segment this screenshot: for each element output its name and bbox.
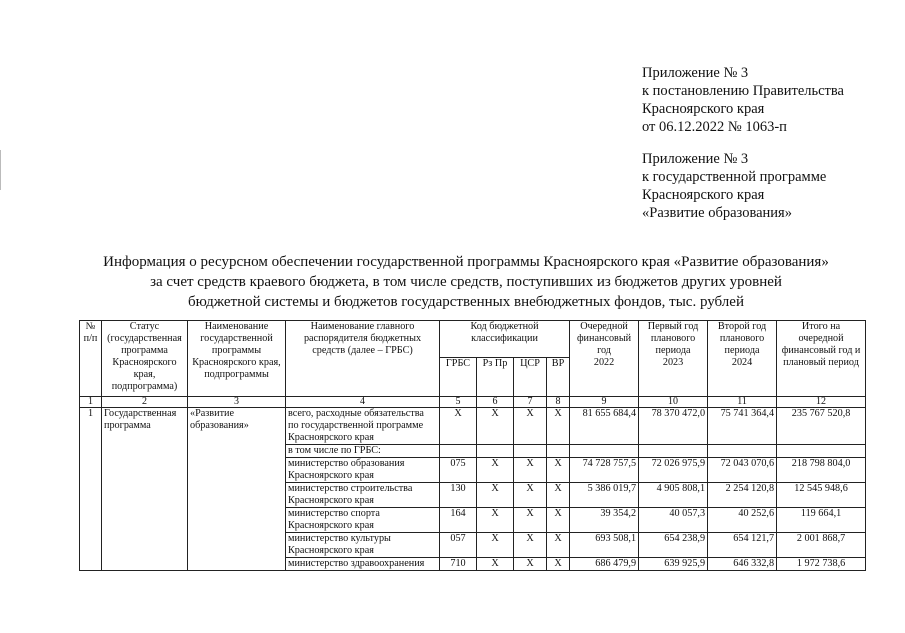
header-y2022-year: 2022 xyxy=(593,357,615,368)
y2023-cell: 40 057,3 xyxy=(639,508,708,533)
col-number: 8 xyxy=(547,397,570,408)
y2024-cell: 72 043 070,6 xyxy=(708,458,777,483)
y2022-cell: 39 354,2 xyxy=(570,508,639,533)
vr-cell: X xyxy=(547,533,570,558)
appendix-header-resolution xyxy=(642,64,844,136)
title-line: Информация о ресурсном обеспечении государственной программы Красноярского края «Развитие образования» xyxy=(103,254,829,270)
column-numbers-row xyxy=(80,397,866,408)
col-number: 3 xyxy=(188,397,286,408)
grbs-cell: 057 xyxy=(440,533,477,558)
grbs-cell: X xyxy=(440,408,477,445)
csr-cell: X xyxy=(514,483,547,508)
header-rzpr: Рз Пр xyxy=(477,358,514,397)
appendix-line: к постановлению Правительства xyxy=(642,83,844,99)
header-y2023 xyxy=(639,321,708,397)
appendix-line: Красноярского края xyxy=(642,187,765,203)
col-number: 4 xyxy=(286,397,440,408)
vr-cell: X xyxy=(547,558,570,571)
col-number: 9 xyxy=(570,397,639,408)
rzpr-cell: X xyxy=(477,408,514,445)
appendix-line: Красноярского края xyxy=(642,101,765,117)
program-status: Государственная программа xyxy=(102,408,188,571)
col-number: 1 xyxy=(80,397,102,408)
header-csr: ЦСР xyxy=(514,358,547,397)
y2022-cell: 686 479,9 xyxy=(570,558,639,571)
y2023-cell: 654 238,9 xyxy=(639,533,708,558)
rzpr-cell xyxy=(477,445,514,458)
program-name: «Развитие образования» xyxy=(188,408,286,571)
y2023-cell: 72 026 975,9 xyxy=(639,458,708,483)
grbs-cell: 164 xyxy=(440,508,477,533)
y2022-cell: 74 728 757,5 xyxy=(570,458,639,483)
header-grbs: ГРБС xyxy=(440,358,477,397)
csr-cell: X xyxy=(514,558,547,571)
header-total: Итого на очередной финансовый год и плановый период xyxy=(777,321,866,397)
header-row xyxy=(80,321,866,358)
total-cell: 218 798 804,0 xyxy=(777,458,866,483)
col-number: 10 xyxy=(639,397,708,408)
col-number: 7 xyxy=(514,397,547,408)
header-y2023-label: Первый год планового периода xyxy=(647,321,699,356)
rzpr-cell: X xyxy=(477,558,514,571)
col-number: 11 xyxy=(708,397,777,408)
header-no: № п/п xyxy=(80,321,102,397)
rzpr-cell: X xyxy=(477,508,514,533)
y2022-cell: 81 655 684,4 xyxy=(570,408,639,445)
y2024-cell xyxy=(708,445,777,458)
vr-cell xyxy=(547,445,570,458)
total-cell: 235 767 520,8 xyxy=(777,408,866,445)
csr-cell: X xyxy=(514,533,547,558)
vr-cell: X xyxy=(547,483,570,508)
appendix-line: «Развитие образования» xyxy=(642,205,792,221)
total-cell: 12 545 948,6 xyxy=(777,483,866,508)
csr-cell: X xyxy=(514,458,547,483)
grbs-name-cell: в том числе по ГРБС: xyxy=(286,445,440,458)
document-title xyxy=(60,252,872,312)
appendix-line: Приложение № 3 xyxy=(642,65,749,81)
grbs-name-cell: министерство здравоохранения xyxy=(286,558,440,571)
grbs-name-cell: министерство образования Красноярского края xyxy=(286,458,440,483)
grbs-name-cell: министерство строительства Красноярского края xyxy=(286,483,440,508)
appendix-header-program xyxy=(642,150,826,222)
col-number: 2 xyxy=(102,397,188,408)
y2024-cell: 40 252,6 xyxy=(708,508,777,533)
vr-cell: X xyxy=(547,458,570,483)
appendix-line: от 06.12.2022 № 1063-п xyxy=(642,119,787,135)
total-cell: 2 001 868,7 xyxy=(777,533,866,558)
total-cell: 1 972 738,6 xyxy=(777,558,866,571)
y2023-cell xyxy=(639,445,708,458)
header-y2024 xyxy=(708,321,777,397)
y2024-cell: 646 332,8 xyxy=(708,558,777,571)
header-y2022 xyxy=(570,321,639,397)
grbs-name-cell: министерство спорта Красноярского края xyxy=(286,508,440,533)
csr-cell: X xyxy=(514,408,547,445)
total-cell: 119 664,1 xyxy=(777,508,866,533)
header-y2024-year: 2024 xyxy=(731,357,753,368)
header-y2022-label: Очередной финансовый год xyxy=(576,321,632,356)
header-grbs-name: Наименование главного распорядителя бюджетных средств (далее – ГРБС) xyxy=(286,321,440,397)
header-name: Наименование государственной программы Красноярского края, подпрограммы xyxy=(188,321,286,397)
vr-cell: X xyxy=(547,408,570,445)
appendix-line: Приложение № 3 xyxy=(642,151,749,167)
col-number: 6 xyxy=(477,397,514,408)
title-line: за счет средств краевого бюджета, в том числе средств, поступивших из бюджетов других уровней xyxy=(150,274,782,290)
grbs-cell: 075 xyxy=(440,458,477,483)
vr-cell: X xyxy=(547,508,570,533)
total-cell xyxy=(777,445,866,458)
y2023-cell: 78 370 472,0 xyxy=(639,408,708,445)
title-line: бюджетной системы и бюджетов государственных внебюджетных фондов, тыс. рублей xyxy=(188,294,744,310)
resource-table xyxy=(79,320,866,571)
appendix-line: к государственной программе xyxy=(642,169,827,185)
y2023-cell: 4 905 808,1 xyxy=(639,483,708,508)
header-vr: ВР xyxy=(547,358,570,397)
header-y2024-label: Второй год планового периода xyxy=(717,321,767,356)
grbs-cell xyxy=(440,445,477,458)
program-no: 1 xyxy=(80,408,102,571)
header-status: Статус (государственная программа Красноярского края, подпрограмма) xyxy=(102,321,188,397)
y2023-cell: 639 925,9 xyxy=(639,558,708,571)
y2024-cell: 2 254 120,8 xyxy=(708,483,777,508)
rzpr-cell: X xyxy=(477,533,514,558)
csr-cell xyxy=(514,445,547,458)
y2022-cell: 5 386 019,7 xyxy=(570,483,639,508)
header-code: Код бюджетной классификации xyxy=(440,321,570,358)
col-number: 12 xyxy=(777,397,866,408)
rzpr-cell: X xyxy=(477,483,514,508)
rzpr-cell: X xyxy=(477,458,514,483)
grbs-cell: 130 xyxy=(440,483,477,508)
y2022-cell: 693 508,1 xyxy=(570,533,639,558)
grbs-name-cell: всего, расходные обязательства по государственной программе Красноярского края xyxy=(286,408,440,445)
y2024-cell: 75 741 364,4 xyxy=(708,408,777,445)
grbs-name-cell: министерство культуры Красноярского края xyxy=(286,533,440,558)
col-number: 5 xyxy=(440,397,477,408)
header-y2023-year: 2023 xyxy=(662,357,684,368)
csr-cell: X xyxy=(514,508,547,533)
table-row xyxy=(80,408,866,445)
y2022-cell xyxy=(570,445,639,458)
y2024-cell: 654 121,7 xyxy=(708,533,777,558)
grbs-cell: 710 xyxy=(440,558,477,571)
scan-edge-mark xyxy=(0,150,3,190)
